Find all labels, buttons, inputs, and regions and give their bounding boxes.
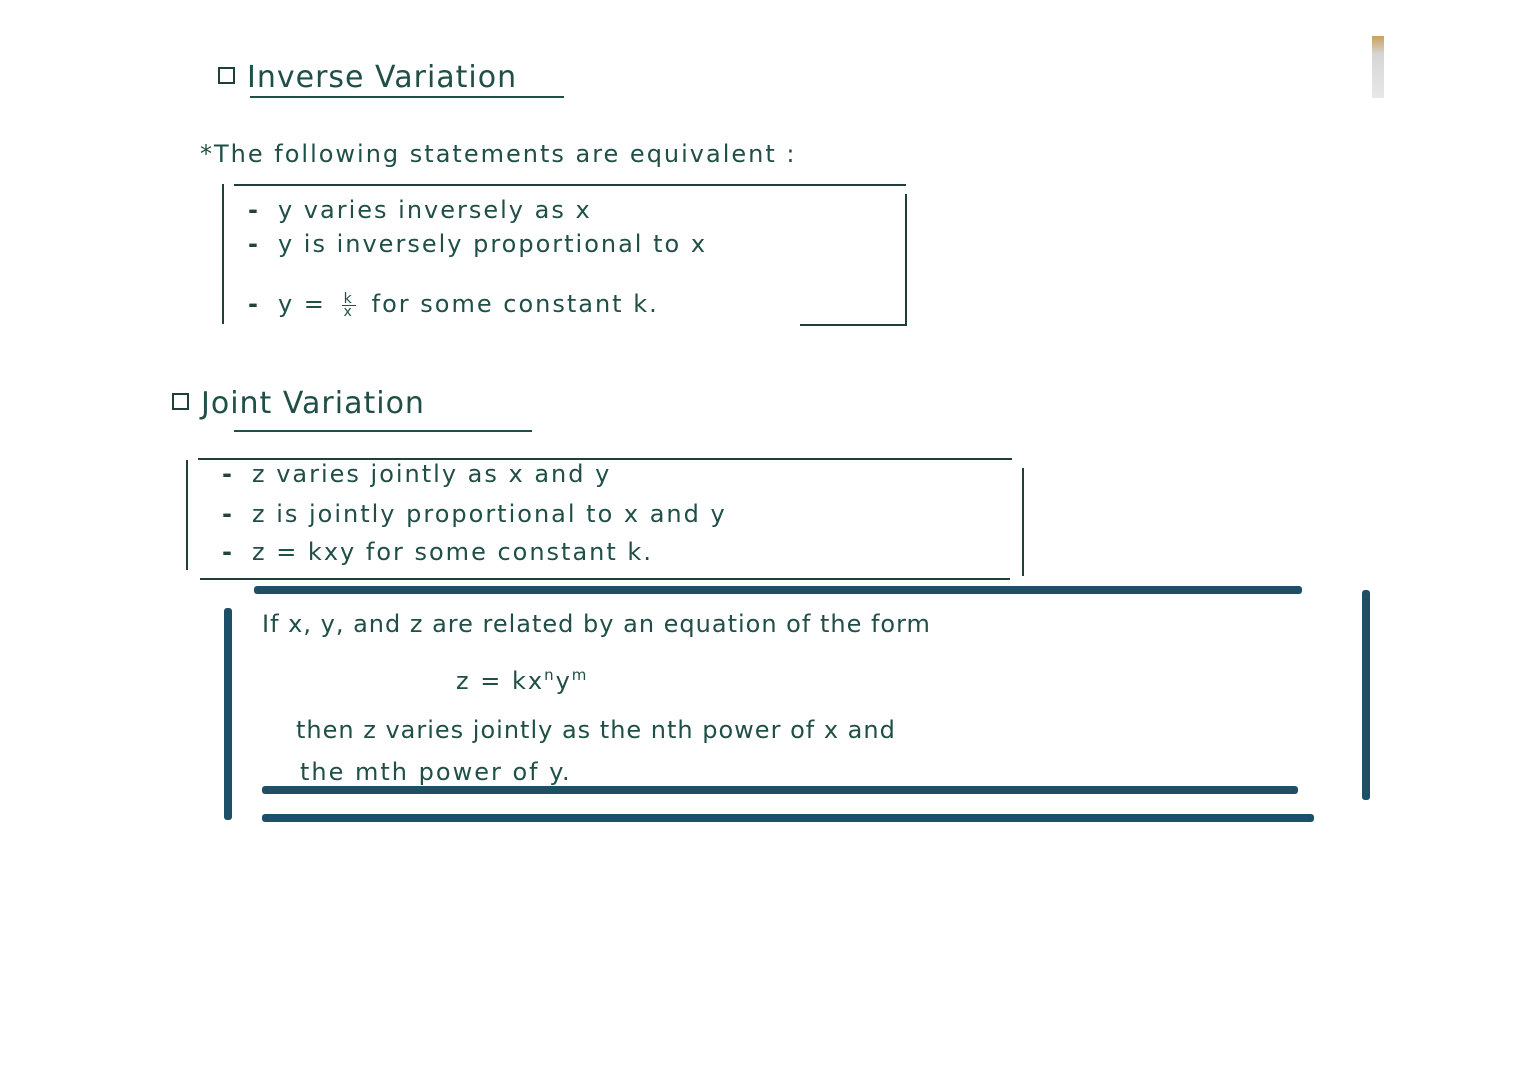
general-line-3: then z varies jointly as the nth power of x and <box>296 716 896 744</box>
general-box-bottom <box>262 814 1314 822</box>
joint-box-right <box>1022 468 1024 576</box>
inverse-item-3: - y = $\frac{k}{x}$ for some constant k. <box>248 290 659 320</box>
inverse-item-1: - y varies inversely as x <box>248 196 592 224</box>
general-formula: $z = kx^ny^m$ <box>456 666 589 695</box>
fraction-k-over-x: $\frac{k}{x}$ <box>343 290 354 320</box>
general-box-top <box>254 586 1302 594</box>
general-box-middle <box>262 786 1298 794</box>
corner-mark <box>1372 36 1384 98</box>
general-box-left <box>224 608 232 820</box>
inverse-variation-heading: Inverse Variation <box>218 60 517 95</box>
general-line-4: the mth power of y. <box>300 758 572 786</box>
inverse-box-bottom <box>800 324 907 326</box>
inverse-item-2: - y is inversely proportional to x <box>248 230 708 258</box>
joint-box-bottom <box>200 578 1010 580</box>
general-box-right <box>1362 590 1370 800</box>
joint-item-3: - z = kxy for some constant k. <box>222 538 653 566</box>
inverse-box-top <box>234 184 906 186</box>
joint-variation-heading: Joint Variation <box>172 386 425 421</box>
checkbox-icon <box>172 393 189 410</box>
checkbox-icon <box>218 67 235 84</box>
joint-box-left <box>186 460 188 570</box>
joint-item-2: - z is jointly proportional to x and y <box>222 500 727 528</box>
inverse-box-left <box>222 184 224 324</box>
joint-item-1: - z varies jointly as x and y <box>222 460 612 488</box>
joint-heading-underline <box>234 430 532 432</box>
inverse-box-right <box>905 194 907 324</box>
inverse-intro: *The following statements are equivalent : <box>200 140 797 168</box>
inverse-heading-underline <box>250 96 564 98</box>
general-line-1: If x, y, and z are related by an equation of the form <box>262 610 931 638</box>
